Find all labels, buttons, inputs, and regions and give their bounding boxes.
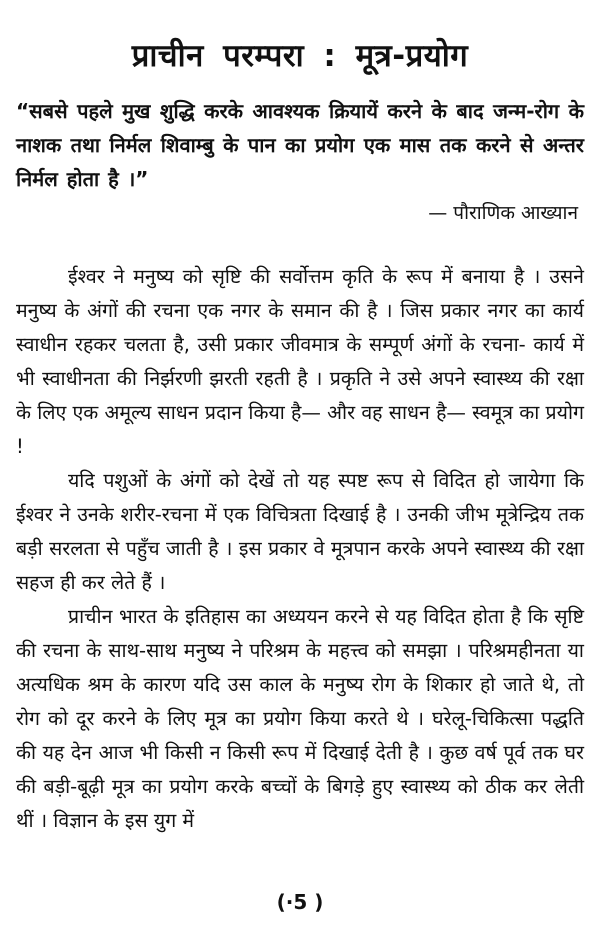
page-number: (·5 ) (276, 890, 324, 914)
chapter-title: प्राचीन परम्परा : मूत्र-प्रयोग (131, 38, 469, 74)
paragraph: प्राचीन भारत के इतिहास का अध्ययन करने से यह विदित होता है कि सृष्टि की रचना के साथ-साथ मनुष्य ने परिश्रम के महत्त्व को समझा । परिश्रमहीनता या अत्यधिक श्रम के कारण यदि उस काल के मनुष्य रोग के शिकार हो जाते थे, तो रोग को दूर करने के लिए मूत्र का प्रयोग किया करते थे । घरेलू-चिकित्सा पद्धति की यह देन आज भी किसी न किसी रूप में दिखाई देती है । कुछ वर्ष पूर्व तक घर की बड़ी-बूढ़ी मूत्र का प्रयोग करके बच्चों के बिगड़े हुए स्वास्थ्य को ठीक कर लेती थीं । विज्ञान के इस युग में (16, 605, 584, 832)
quote-attribution: — पौराणिक आख्यान (428, 202, 578, 224)
epigraph-quote (16, 94, 584, 196)
paragraph: यदि पशुओं के अंगों को देखें तो यह स्पष्ट रूप से विदित हो जायेगा कि ईश्वर ने उनके शरीर-रचना में एक विचित्रता दिखाई है । उनकी जीभ मूत्रेन्द्रिय तक बड़ी सरलता से पहुँच जाती है । इस प्रकार वे मूत्रपान करके अपने स्वास्थ्य की रक्षा सहज ही कर लेते हैं । (16, 469, 584, 594)
quote-text: “सबसे पहले मुख शुद्धि करके आवश्यक क्रियायें करने के बाद जन्म-रोग के नाशक तथा निर्मल शिवाम्बु के पान का प्रयोग एक मास तक करने से अन्तर निर्मल होता है ।” (16, 99, 584, 191)
body-text (16, 260, 584, 838)
paragraph: ईश्वर ने मनुष्य को सृष्टि की सर्वोत्तम कृति के रूप में बनाया है । उसने मनुष्य के अंगों की रचना एक नगर के समान की है । जिस प्रकार नगर का कार्य स्वाधीन रहकर चलता है, उसी प्रकार जीवमात्र के सम्पूर्ण अंगों के रचना- कार्य में भी स्वाधीनता की निर्झरणी झरती रहती है । प्रकृति ने उसे अपने स्वास्थ्य की रक्षा के लिए एक अमूल्य साधन प्रदान किया है— और वह साधन है— स्वमूत्र का प्रयोग ! (16, 265, 584, 458)
